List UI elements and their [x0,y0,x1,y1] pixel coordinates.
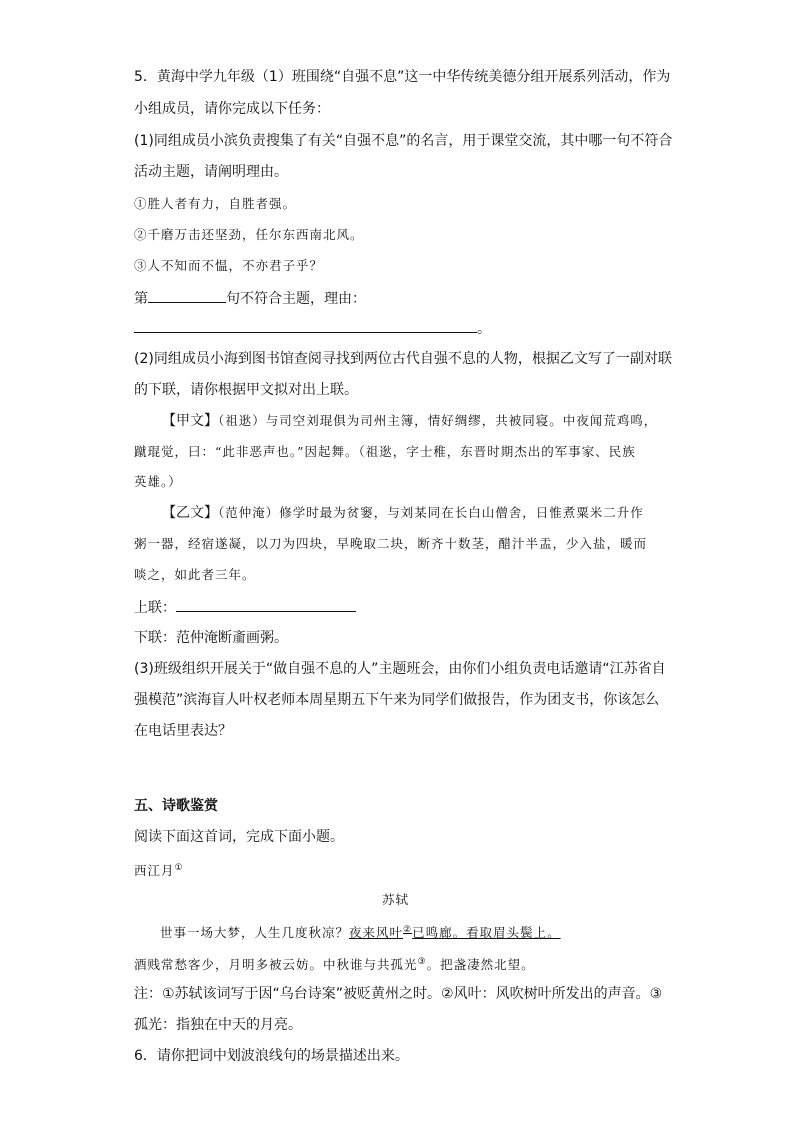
quote-3: ③人不知而不愠，不亦君子乎？ [134,258,324,273]
answer-suffix: 句不符合主题，理由： [226,291,366,307]
upper-couplet-line [134,597,356,618]
yi-tag: 【乙文】 [162,505,218,521]
jia-line3: 英雄。） [134,474,182,489]
section-instruction: 阅读下面这首词，完成下面小题。 [134,829,344,845]
yi-line1 [162,503,644,523]
lower-couplet: 下联：范仲淹断齑画粥。 [134,630,288,646]
yi-line3: 啖之，如此者三年。 [134,567,256,582]
q5-part3-line3: 在电话里表达？ [134,723,232,739]
quote-2: ②千磨万击还坚劲，任尔东西南北风。 [134,227,364,242]
yi-text1: （范仲淹）修学时最为贫窭，与刘某同在长白山僧舍，日惟煮粟米二升作 [218,505,644,520]
upper-couplet-label: 上联： [134,600,176,616]
q5-part1-line1: (1)同组成员小滨负责搜集了有关“自强不息”的名言，用于课堂交流，其中哪一句不符合 [134,133,673,149]
quote-1: ①胜人者有力，自胜者强。 [134,196,297,211]
section-heading: 五、诗歌鉴赏 [134,798,218,814]
jia-text1: （祖逖）与司空刘琨俱为司州主簿，情好绸缪，共被同寝。中夜闻荒鸡鸣， [218,413,658,428]
poem-line2-a: 酒贱常愁客少，月明多被云妨。中秋谁与共孤光 [134,957,418,973]
poem-title-note: ① [174,863,184,873]
answer-line-1 [134,288,366,309]
poem-line2-note: ③ [417,957,427,967]
answer-end: 。 [477,321,491,337]
notes-line1: 注：①苏轼该词写于因“乌台诗案”被贬黄州之时。②风叶：风吹树叶所发出的声音。③ [134,986,663,1002]
yi-line2: 粥一器，经宿遂凝，以刀为四块，早晚取二块，断齐十数茎，醋汁半盂，少入盐，暖而 [134,536,648,551]
poem-author: 苏轼 [382,892,410,907]
answer-number-blank[interactable] [148,288,226,303]
q5-part3-line1: (3)班级组织开展关于“做自强不息的人”主题班会，由你们小组负责电话邀请“江苏省自 [134,661,666,677]
poem-line1-wavy2: 已鸣廊。看取眉头鬓上。 [412,925,561,941]
jia-line2: 蹴琨觉，曰：“此非恶声也。”因起舞。（祖逖，字士稚，东晋时期杰出的军事家、民族 [134,444,636,459]
poem-line1 [160,920,561,943]
question-6: 6．请你把词中划波浪线句的场景描述出来。 [134,1048,409,1064]
jia-line1 [162,411,657,431]
q5-part2-line1: (2)同组成员小海到图书馆查阅寻找到两位古代自强不息的人物，根据乙文写了一副对联 [134,351,672,367]
jia-tag: 【甲文】 [162,413,218,429]
poem-line2 [134,952,535,975]
q5-part3-line2: 强模范”滨海盲人叶权老师本周星期五下午来为同学们做报告，作为团支书，你该怎么 [134,692,660,708]
q5-intro-line1: 5．黄海中学九年级（1）班围绕“自强不息”这一中华传统美德分组开展系列活动，作为 [134,69,671,85]
answer-line-2 [134,318,491,339]
poem-title [134,858,184,881]
poem-line1-wavy: 夜来风叶 [349,925,404,941]
q5-part2-line2: 的下联，请你根据甲文拟对出上联。 [134,382,358,398]
q5-part1-line2: 活动主题，请阐明理由。 [134,164,288,180]
notes-line2: 孤光：指独在中天的月亮。 [134,1017,302,1033]
upper-couplet-blank[interactable] [176,597,356,612]
poem-line1-note: ② [403,925,413,935]
poem-line1-plain: 世事一场大梦，人生几度秋凉？ [160,925,350,941]
q5-intro-line2: 小组成员，请你完成以下任务： [134,101,330,117]
poem-title-text: 西江月 [134,863,175,879]
poem-line2-b: 。把盏凄然北望。 [426,957,535,973]
reason-blank[interactable] [134,318,477,333]
answer-prefix: 第 [134,291,148,307]
